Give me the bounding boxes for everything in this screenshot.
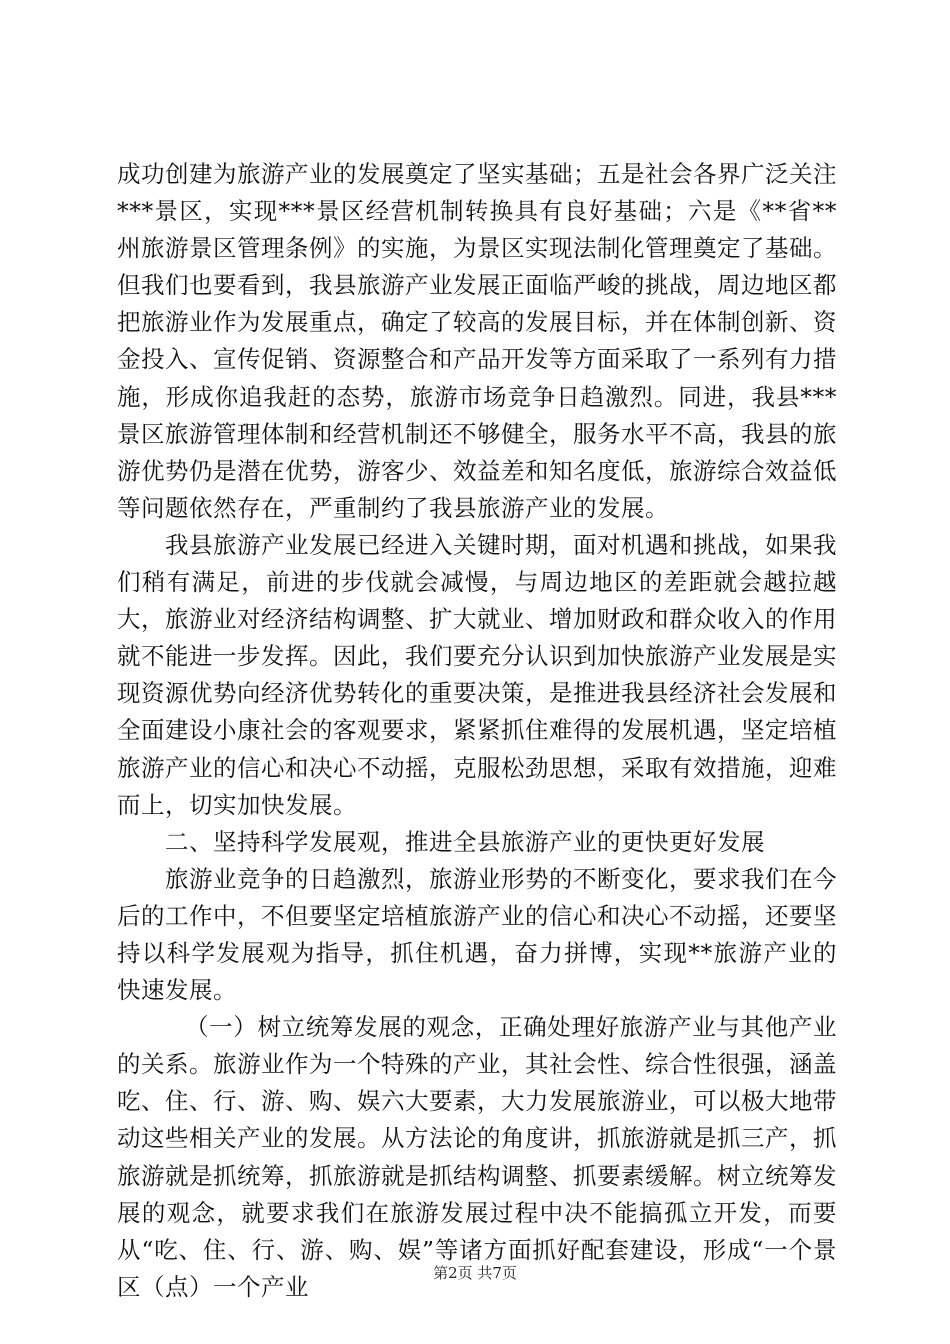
paragraph-competition: 旅游业竞争的日趋激烈，旅游业形势的不断变化，要求我们在今后的工作中，不但要坚定培植旅游产业的信心和决心不动摇，还要坚持以科学发展观为指导，抓住机遇，奋力拼博，实现**旅游产业的快速发展。 (117, 864, 837, 1005)
paragraph-key-period: 我县旅游产业发展已经进入关键时期，面对机遇和挑战，如果我们稍有满足，前进的步伐就会减慢，与周边地区的差距就会越拉越大，旅游业对经济结构调整、扩大就业、增加财政和群众收入的作用就不能进一步发挥。因此，我们要充分认识到加快旅游产业发展是实现资源优势向经济优势转化的重要决策，是推进我县经济社会发展和全面建设小康社会的客观要求，紧紧抓住难得的发展机遇，坚定培植旅游产业的信心和决心不动摇，克服松劲思想，采取有效措施，迎难而上，切实加快发展。 (117, 530, 837, 819)
paragraph-continuation: 成功创建为旅游产业的发展奠定了坚实基础；五是社会各界广泛关注***景区，实现***景区经营机制转换具有良好基础；六是《**省**州旅游景区管理条例》的实施，为景区实现法制化管理奠定了基础。但我们也要看到，我县旅游产业发展正面临严峻的挑战，周边地区都把旅游业作为发展重点，确定了较高的发展目标，并在体制创新、资金投入、宣传促销、资源整合和产品开发等方面采取了一系列有力措施，形成你追我赶的态势，旅游市场竞争日趋激烈。同进，我县***景区旅游管理体制和经营机制还不够健全，服务水平不高，我县的旅游优势仍是潜在优势，游客少、效益差和知名度低，旅游综合效益低等问题依然存在，严重制约了我县旅游产业的发展。 (117, 160, 837, 522)
page-number-footer: 第2页 共7页 (433, 1264, 517, 1282)
document-body (117, 156, 837, 1306)
section-heading: 二、坚持科学发展观，推进全县旅游产业的更快更好发展 (165, 827, 765, 856)
paragraph-coordinated-development: （一）树立统筹发展的观念，正确处理好旅游产业与其他产业的关系。旅游业作为一个特殊的产业，其社会性、综合性很强，涵盖吃、住、行、游、购、娱六大要素，大力发展旅游业，可以极大地带动这些相关产业的发展。从方法论的角度讲，抓旅游就是抓三产，抓旅游就是抓统筹，抓旅游就是抓结构调整、抓要素缓解。树立统筹发展的观念，就要求我们在旅游发展过程中决不能搞孤立开发，而要从“吃、住、行、游、购、娱”等诸方面抓好配套建设，形成“一个景区（点）一个产业 (117, 1013, 837, 1301)
